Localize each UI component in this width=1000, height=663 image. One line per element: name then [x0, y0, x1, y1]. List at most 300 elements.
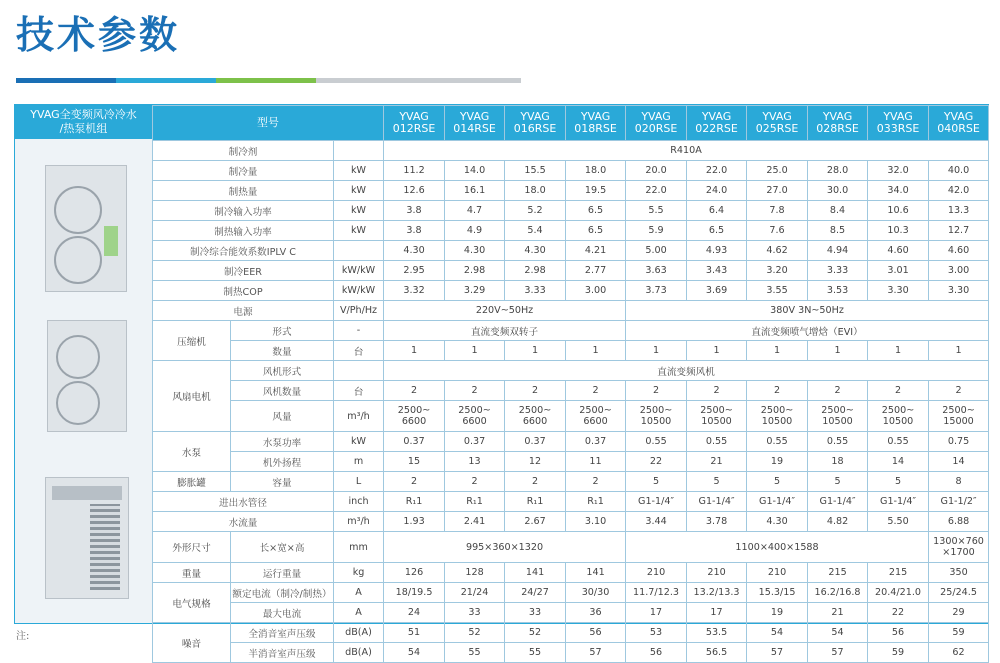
value-cell: 11.2: [384, 161, 445, 181]
unit-cell: [334, 361, 384, 381]
value-cell: 30/30: [566, 583, 626, 603]
value-cell: 2.98: [505, 261, 566, 281]
unit-cell: kg: [334, 563, 384, 583]
value-cell: 40.0: [929, 161, 989, 181]
unit-cell: kW/kW: [334, 281, 384, 301]
value-cell: 6.4: [687, 201, 747, 221]
value-cell: 3.20: [747, 261, 808, 281]
value-cell: 54: [808, 623, 868, 643]
value-cell: 8: [929, 472, 989, 492]
value-cell: 3.01: [868, 261, 929, 281]
table-row: [153, 563, 989, 583]
param-label: 形式: [231, 321, 334, 341]
value-cell: 3.30: [868, 281, 929, 301]
value-cell: 8.4: [808, 201, 868, 221]
value-cell: G1-1/4″: [808, 492, 868, 512]
value-cell: 1: [626, 341, 687, 361]
value-cell: 5: [687, 472, 747, 492]
unit-cell: L: [334, 472, 384, 492]
param-label: 机外扬程: [231, 452, 334, 472]
value-cell: 21/24: [445, 583, 505, 603]
page-title: 技术参数: [16, 13, 181, 57]
value-cell: 42.0: [929, 181, 989, 201]
value-cell: 4.94: [808, 241, 868, 261]
param-label: 制冷量: [153, 161, 334, 181]
value-cell: 3.55: [747, 281, 808, 301]
value-cell: 53: [626, 623, 687, 643]
value-cell: 10.6: [868, 201, 929, 221]
value-cell: 57: [808, 643, 868, 663]
unit-cell: [334, 141, 384, 161]
value-cell: 2.95: [384, 261, 445, 281]
unit-image-small: [45, 165, 127, 292]
table-row: [153, 401, 989, 432]
param-label: 制热量: [153, 181, 334, 201]
title-underline: [16, 78, 521, 83]
value-cell: 56.5: [687, 643, 747, 663]
value-cell: 3.30: [929, 281, 989, 301]
unit-cell: m³/h: [334, 512, 384, 532]
value-cell: 24.0: [687, 181, 747, 201]
value-cell: 17: [687, 603, 747, 623]
param-label: 容量: [231, 472, 334, 492]
unit-cell: kW/kW: [334, 261, 384, 281]
value-span: 1100×400×1588: [626, 532, 929, 563]
param-label: 最大电流: [231, 603, 334, 623]
row-group-label: 噪音: [153, 623, 231, 663]
value-cell: 21: [687, 452, 747, 472]
value-cell: 215: [808, 563, 868, 583]
value-cell: 15.5: [505, 161, 566, 181]
value-cell: 4.30: [505, 241, 566, 261]
value-cell: 2500~ 10500: [626, 401, 687, 432]
param-label: 数量: [231, 341, 334, 361]
value-cell: 5: [626, 472, 687, 492]
value-cell: 51: [384, 623, 445, 643]
table-row: [153, 432, 989, 452]
table-row: [153, 301, 989, 321]
value-cell: 2500~ 10500: [687, 401, 747, 432]
model-name: YVAG 022RSE: [687, 106, 747, 141]
value-cell: 25.0: [747, 161, 808, 181]
value-cell: G1-1/4″: [626, 492, 687, 512]
footnote: 注:: [16, 631, 30, 642]
spec-table-body: [153, 141, 989, 663]
value-cell: 126: [384, 563, 445, 583]
value-cell: 3.29: [445, 281, 505, 301]
value-cell: 1: [868, 341, 929, 361]
table-row: [153, 241, 989, 261]
table-row: [153, 492, 989, 512]
value-cell: 56: [626, 643, 687, 663]
value-cell: 210: [747, 563, 808, 583]
value-cell: 16.1: [445, 181, 505, 201]
param-label: 风量: [231, 401, 334, 432]
table-row: [153, 452, 989, 472]
value-span: 995×360×1320: [384, 532, 626, 563]
model-name: YVAG 012RSE: [384, 106, 445, 141]
value-cell: 3.8: [384, 201, 445, 221]
value-cell: 2500~ 6600: [566, 401, 626, 432]
table-row: [153, 512, 989, 532]
value-cell: 13: [445, 452, 505, 472]
unit-cell: kW: [334, 181, 384, 201]
param-label: 水流量: [153, 512, 334, 532]
table-row: [153, 623, 989, 643]
value-cell: 0.55: [808, 432, 868, 452]
value-cell: 350: [929, 563, 989, 583]
value-cell: 2: [384, 381, 445, 401]
value-cell: 29: [929, 603, 989, 623]
unit-cell: m³/h: [334, 401, 384, 432]
value-cell: 54: [384, 643, 445, 663]
model-name: YVAG 040RSE: [929, 106, 989, 141]
value-cell: 6.5: [566, 201, 626, 221]
value-cell: 3.73: [626, 281, 687, 301]
value-cell: 3.69: [687, 281, 747, 301]
unit-cell: V/Ph/Hz: [334, 301, 384, 321]
model-name: YVAG 018RSE: [566, 106, 626, 141]
value-cell: 128: [445, 563, 505, 583]
value-cell: 2: [626, 381, 687, 401]
value-cell: 57: [566, 643, 626, 663]
value-cell: 2500~ 10500: [747, 401, 808, 432]
value-cell: 1: [687, 341, 747, 361]
value-cell: 12.6: [384, 181, 445, 201]
table-row: [153, 381, 989, 401]
value-cell: 2: [384, 472, 445, 492]
value-cell: 5.50: [868, 512, 929, 532]
model-label: 型号: [153, 106, 384, 141]
value-cell: 6.5: [566, 221, 626, 241]
value-cell: G1-1/4″: [747, 492, 808, 512]
value-cell: 22.0: [626, 181, 687, 201]
param-label: 制冷EER: [153, 261, 334, 281]
value-cell: 6.5: [687, 221, 747, 241]
param-label: 长×宽×高: [231, 532, 334, 563]
value-cell: 2: [687, 381, 747, 401]
param-label: 全消音室声压级: [231, 623, 334, 643]
value-cell: R₁1: [445, 492, 505, 512]
value-cell: 2500~ 6600: [505, 401, 566, 432]
param-label: 制冷综合能效系数IPLV C: [153, 241, 334, 261]
value-cell: 4.21: [566, 241, 626, 261]
value-cell: 14: [868, 452, 929, 472]
value-cell: 5.4: [505, 221, 566, 241]
value-cell: 59: [929, 623, 989, 643]
value-cell: 3.00: [929, 261, 989, 281]
value-cell: 53.5: [687, 623, 747, 643]
unit-cell: dB(A): [334, 643, 384, 663]
value-cell: 11.7/12.3: [626, 583, 687, 603]
table-row: [153, 603, 989, 623]
value-cell: 7.6: [747, 221, 808, 241]
value-cell: 1: [445, 341, 505, 361]
value-span: R410A: [384, 141, 989, 161]
value-cell: 18/19.5: [384, 583, 445, 603]
value-cell: 22: [868, 603, 929, 623]
value-span: 直流变频双转子: [384, 321, 626, 341]
value-cell: G1-1/4″: [687, 492, 747, 512]
value-cell: 24: [384, 603, 445, 623]
model-name: YVAG 025RSE: [747, 106, 808, 141]
unit-cell: kW: [334, 432, 384, 452]
value-cell: 55: [445, 643, 505, 663]
row-group-label: 水泵: [153, 432, 231, 472]
value-span: 直流变频风机: [384, 361, 989, 381]
param-label: 风机数量: [231, 381, 334, 401]
unit-cell: inch: [334, 492, 384, 512]
value-cell: 5.00: [626, 241, 687, 261]
table-row: [153, 341, 989, 361]
value-cell: 4.60: [868, 241, 929, 261]
value-cell: 4.62: [747, 241, 808, 261]
value-cell: 3.33: [808, 261, 868, 281]
unit-cell: A: [334, 603, 384, 623]
value-cell: 5: [808, 472, 868, 492]
value-cell: 52: [445, 623, 505, 643]
value-cell: 5: [747, 472, 808, 492]
param-label: 制冷输入功率: [153, 201, 334, 221]
value-cell: 0.75: [929, 432, 989, 452]
value-cell: 4.30: [384, 241, 445, 261]
unit-cell: kW: [334, 221, 384, 241]
value-cell: 3.8: [384, 221, 445, 241]
side-header: YVAG全变频风冷冷水 /热泵机组: [15, 105, 152, 139]
model-name: YVAG 016RSE: [505, 106, 566, 141]
value-cell: 54: [747, 623, 808, 643]
value-cell: 4.9: [445, 221, 505, 241]
value-cell: 1: [384, 341, 445, 361]
value-cell: 5.5: [626, 201, 687, 221]
value-cell: 28.0: [808, 161, 868, 181]
table-row: [153, 361, 989, 381]
value-cell: 141: [505, 563, 566, 583]
value-cell: 2: [505, 472, 566, 492]
value-cell: 4.60: [929, 241, 989, 261]
value-cell: 7.8: [747, 201, 808, 221]
value-cell: 0.37: [384, 432, 445, 452]
value-cell: G1-1/2″: [929, 492, 989, 512]
value-cell: 3.63: [626, 261, 687, 281]
model-name: YVAG 014RSE: [445, 106, 505, 141]
value-cell: 2500~ 6600: [445, 401, 505, 432]
value-cell: 14: [929, 452, 989, 472]
value-cell: 2: [566, 381, 626, 401]
value-cell: 6.88: [929, 512, 989, 532]
value-cell: 1: [808, 341, 868, 361]
value-cell: 5.9: [626, 221, 687, 241]
product-sidebar: [15, 105, 152, 623]
value-cell: 10.3: [868, 221, 929, 241]
value-cell: 25/24.5: [929, 583, 989, 603]
table-row: [153, 221, 989, 241]
value-cell: 210: [626, 563, 687, 583]
value-cell: 56: [868, 623, 929, 643]
table-row: [153, 643, 989, 663]
value-cell: 8.5: [808, 221, 868, 241]
value-cell: 2500~ 10500: [808, 401, 868, 432]
value-cell: 2: [929, 381, 989, 401]
unit-image-medium: [47, 320, 127, 432]
value-cell: 11: [566, 452, 626, 472]
param-label: 风机形式: [231, 361, 334, 381]
value-cell: 30.0: [808, 181, 868, 201]
value-cell: 2.67: [505, 512, 566, 532]
param-label: 半消音室声压级: [231, 643, 334, 663]
value-cell: 22: [626, 452, 687, 472]
value-cell: 0.55: [626, 432, 687, 452]
table-row: [153, 583, 989, 603]
value-cell: 2: [868, 381, 929, 401]
value-cell: 2500~ 15000: [929, 401, 989, 432]
value-cell: 19: [747, 452, 808, 472]
value-cell: 0.55: [868, 432, 929, 452]
value-cell: 5.2: [505, 201, 566, 221]
value-span: 直流变频喷气增焓（EVI）: [626, 321, 989, 341]
value-cell: 2.98: [445, 261, 505, 281]
value-cell: 13.3: [929, 201, 989, 221]
value-cell: 2: [808, 381, 868, 401]
value-cell: 4.30: [747, 512, 808, 532]
param-label: 额定电流（制冷/制热）: [231, 583, 334, 603]
value-cell: 2500~ 6600: [384, 401, 445, 432]
value-cell: 18: [808, 452, 868, 472]
param-label: 电源: [153, 301, 334, 321]
unit-cell: kW: [334, 161, 384, 181]
value-cell: 2: [747, 381, 808, 401]
value-cell: 59: [868, 643, 929, 663]
param-label: 制热输入功率: [153, 221, 334, 241]
model-name: YVAG 020RSE: [626, 106, 687, 141]
value-cell: 0.55: [747, 432, 808, 452]
value-cell: 24/27: [505, 583, 566, 603]
value-cell: 1: [747, 341, 808, 361]
value-cell: 62: [929, 643, 989, 663]
value-cell: 2: [505, 381, 566, 401]
value-cell: G1-1/4″: [868, 492, 929, 512]
value-cell: 4.93: [687, 241, 747, 261]
value-cell: 34.0: [868, 181, 929, 201]
value-cell: 18.0: [566, 161, 626, 181]
value-cell: 4.30: [445, 241, 505, 261]
table-row: [153, 181, 989, 201]
value-cell: R₁1: [566, 492, 626, 512]
value-cell: 22.0: [687, 161, 747, 181]
param-label: 水泵功率: [231, 432, 334, 452]
spec-table: [152, 105, 989, 663]
value-cell: 3.78: [687, 512, 747, 532]
param-label: 制冷剂: [153, 141, 334, 161]
value-cell: 2.41: [445, 512, 505, 532]
value-cell: 12.7: [929, 221, 989, 241]
unit-cell: -: [334, 321, 384, 341]
value-cell: 3.53: [808, 281, 868, 301]
value-cell: 56: [566, 623, 626, 643]
value-cell: 141: [566, 563, 626, 583]
value-cell: 0.55: [687, 432, 747, 452]
table-row: [153, 321, 989, 341]
value-cell: 1: [929, 341, 989, 361]
value-cell: R₁1: [384, 492, 445, 512]
value-cell: 3.44: [626, 512, 687, 532]
unit-cell: A: [334, 583, 384, 603]
value-cell: 2500~ 10500: [868, 401, 929, 432]
value-cell: 33: [505, 603, 566, 623]
row-group-label: 膨胀罐: [153, 472, 231, 492]
value-cell: 18.0: [505, 181, 566, 201]
value-cell: 1300×760 ×1700: [929, 532, 989, 563]
value-cell: 2.77: [566, 261, 626, 281]
value-cell: 19: [747, 603, 808, 623]
param-label: 进出水管径: [153, 492, 334, 512]
unit-cell: [334, 241, 384, 261]
value-cell: 55: [505, 643, 566, 663]
row-group-label: 电气规格: [153, 583, 231, 623]
unit-cell: mm: [334, 532, 384, 563]
row-group-label: 重量: [153, 563, 231, 583]
value-cell: 27.0: [747, 181, 808, 201]
table-row: [153, 281, 989, 301]
row-group-label: 压缩机: [153, 321, 231, 361]
value-cell: R₁1: [505, 492, 566, 512]
unit-cell: 台: [334, 381, 384, 401]
value-cell: 3.32: [384, 281, 445, 301]
value-cell: 0.37: [505, 432, 566, 452]
value-cell: 20.4/21.0: [868, 583, 929, 603]
unit-image-large: [45, 477, 129, 599]
value-cell: 1.93: [384, 512, 445, 532]
value-cell: 4.82: [808, 512, 868, 532]
value-cell: 2: [566, 472, 626, 492]
value-cell: 2: [445, 472, 505, 492]
table-row: [153, 161, 989, 181]
value-cell: 57: [747, 643, 808, 663]
unit-cell: m: [334, 452, 384, 472]
value-span: 380V 3N~50Hz: [626, 301, 989, 321]
value-cell: 3.10: [566, 512, 626, 532]
param-label: 运行重量: [231, 563, 334, 583]
value-cell: 13.2/13.3: [687, 583, 747, 603]
value-cell: 16.2/16.8: [808, 583, 868, 603]
value-cell: 19.5: [566, 181, 626, 201]
value-cell: 4.7: [445, 201, 505, 221]
value-cell: 14.0: [445, 161, 505, 181]
table-row: [153, 472, 989, 492]
value-cell: 32.0: [868, 161, 929, 181]
value-cell: 36: [566, 603, 626, 623]
value-cell: 52: [505, 623, 566, 643]
value-cell: 15.3/15: [747, 583, 808, 603]
value-cell: 12: [505, 452, 566, 472]
model-name: YVAG 033RSE: [868, 106, 929, 141]
unit-cell: dB(A): [334, 623, 384, 643]
value-cell: 3.33: [505, 281, 566, 301]
unit-cell: kW: [334, 201, 384, 221]
value-cell: 5: [868, 472, 929, 492]
value-cell: 3.00: [566, 281, 626, 301]
row-group-label: 外形尺寸: [153, 532, 231, 563]
value-span: 220V~50Hz: [384, 301, 626, 321]
value-cell: 3.43: [687, 261, 747, 281]
value-cell: 215: [868, 563, 929, 583]
value-cell: 33: [445, 603, 505, 623]
value-cell: 2: [445, 381, 505, 401]
value-cell: 20.0: [626, 161, 687, 181]
value-cell: 0.37: [566, 432, 626, 452]
row-group-label: 风扇电机: [153, 361, 231, 432]
unit-cell: 台: [334, 341, 384, 361]
